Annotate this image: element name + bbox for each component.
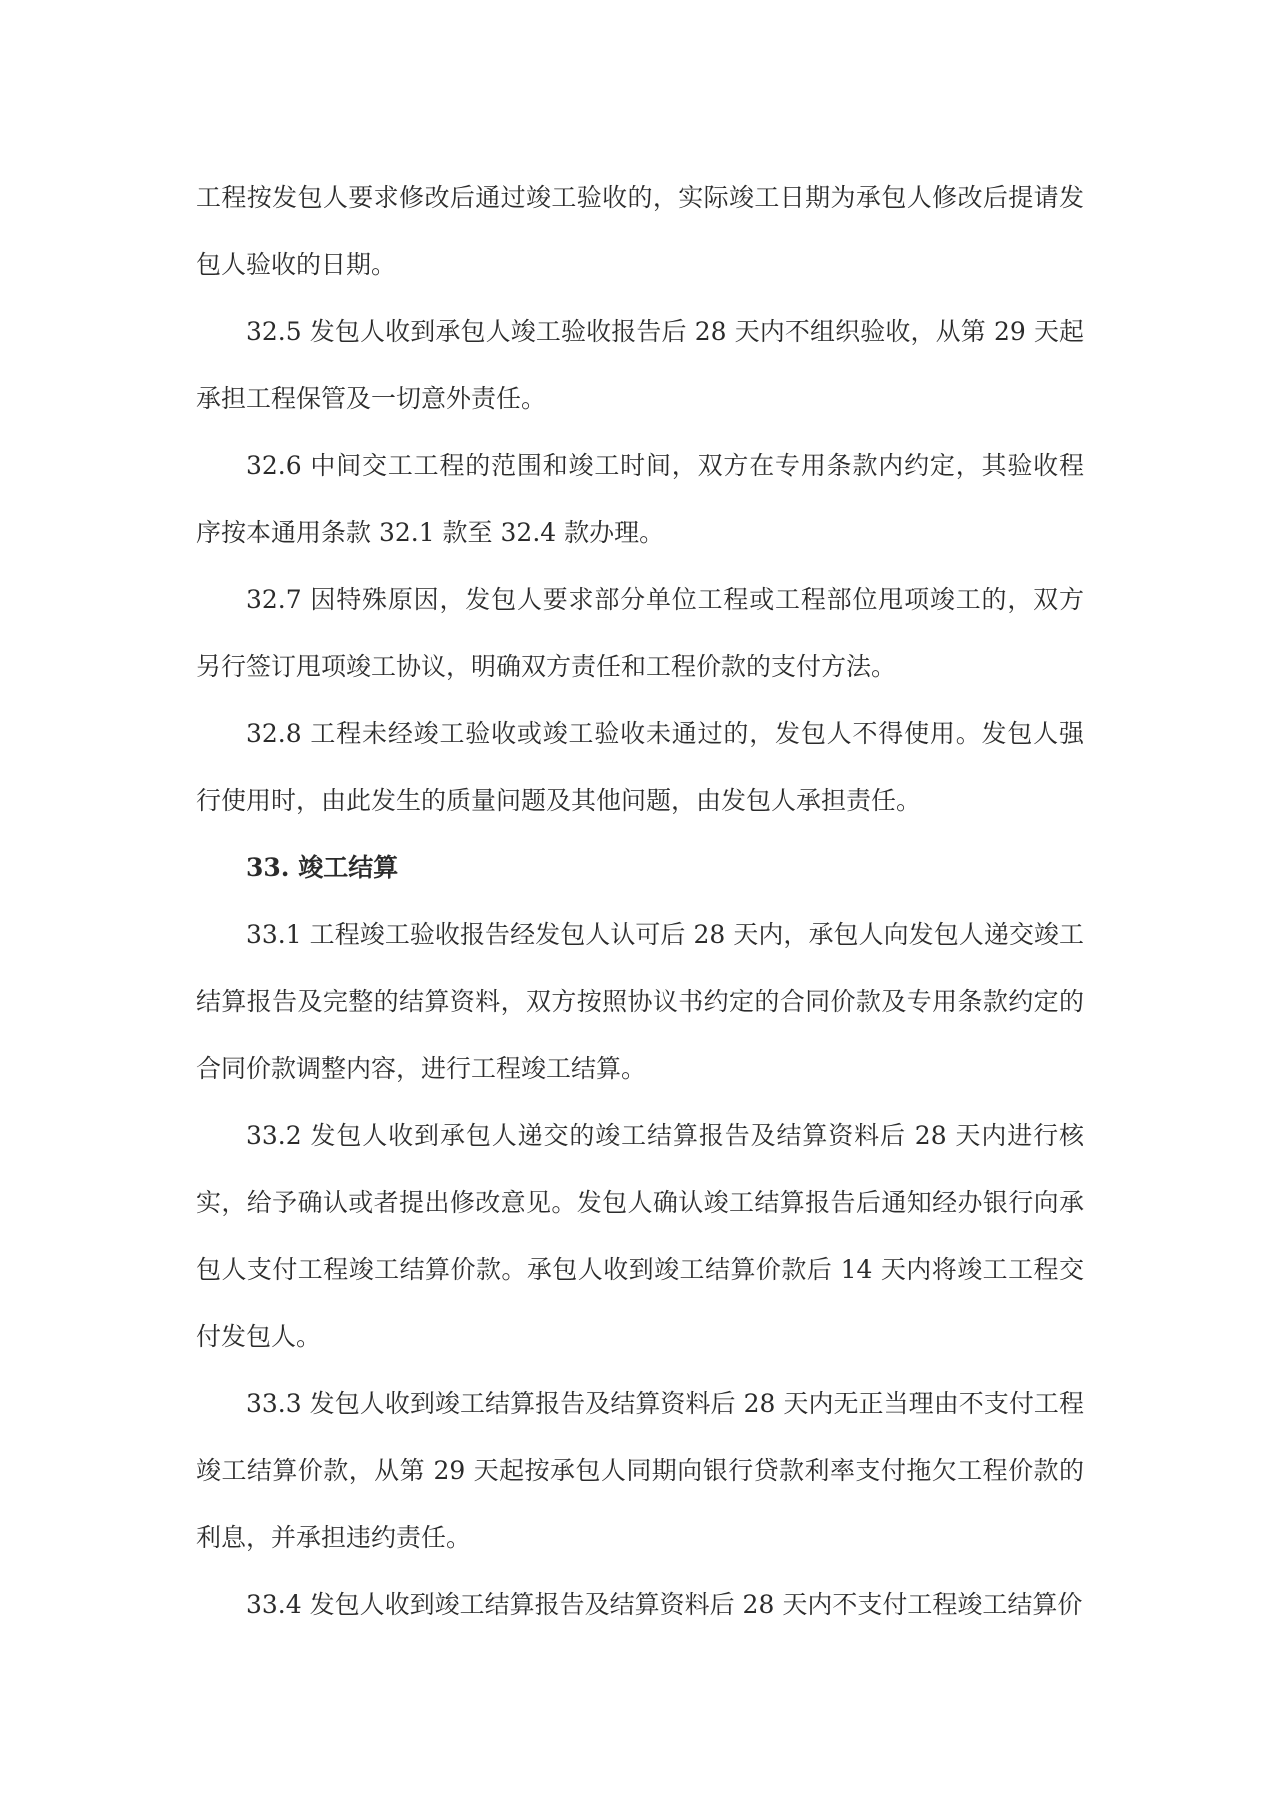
- paragraph-32-6: 32.6 中间交工工程的范围和竣工时间，双方在专用条款内约定，其验收程序按本通用条款 32.1 款至 32.4 款办理。: [196, 451, 1084, 547]
- paragraph-33-1: 33.1 工程竣工验收报告经发包人认可后 28 天内，承包人向发包人递交竣工结算报告及完整的结算资料，双方按照协议书约定的合同价款及专用条款约定的合同价款调整内容，进行工程竣工结算。: [196, 920, 1084, 1083]
- paragraph-32-5: 32.5 发包人收到承包人竣工验收报告后 28 天内不组织验收，从第 29 天起承担工程保管及一切意外责任。: [196, 317, 1084, 413]
- section-heading-33: 33. 竣工结算: [246, 853, 399, 882]
- paragraph-32-7: 32.7 因特殊原因，发包人要求部分单位工程或工程部位甩项竣工的，双方另行签订甩项竣工协议，明确双方责任和工程价款的支付方法。: [196, 585, 1084, 681]
- paragraph-33-3: 33.3 发包人收到竣工结算报告及结算资料后 28 天内无正当理由不支付工程竣工结算价款，从第 29 天起按承包人同期向银行贷款利率支付拖欠工程价款的利息，并承担违约责任。: [196, 1389, 1084, 1552]
- paragraph-32-8: 32.8 工程未经竣工验收或竣工验收未通过的，发包人不得使用。发包人强行使用时，由此发生的质量问题及其他问题，由发包人承担责任。: [196, 719, 1084, 815]
- paragraph-continued: 工程按发包人要求修改后通过竣工验收的，实际竣工日期为承包人修改后提请发包人验收的日期。: [196, 183, 1084, 279]
- paragraph-33-4: 33.4 发包人收到竣工结算报告及结算资料后 28 天内不支付工程竣工结算价: [246, 1590, 1083, 1619]
- document-body: [196, 164, 1084, 1638]
- paragraph-33-2: 33.2 发包人收到承包人递交的竣工结算报告及结算资料后 28 天内进行核实，给予确认或者提出修改意见。发包人确认竣工结算报告后通知经办银行向承包人支付工程竣工结算价款。承包人收到竣工结算价款后 14 天内将竣工工程交付发包人。: [196, 1121, 1084, 1351]
